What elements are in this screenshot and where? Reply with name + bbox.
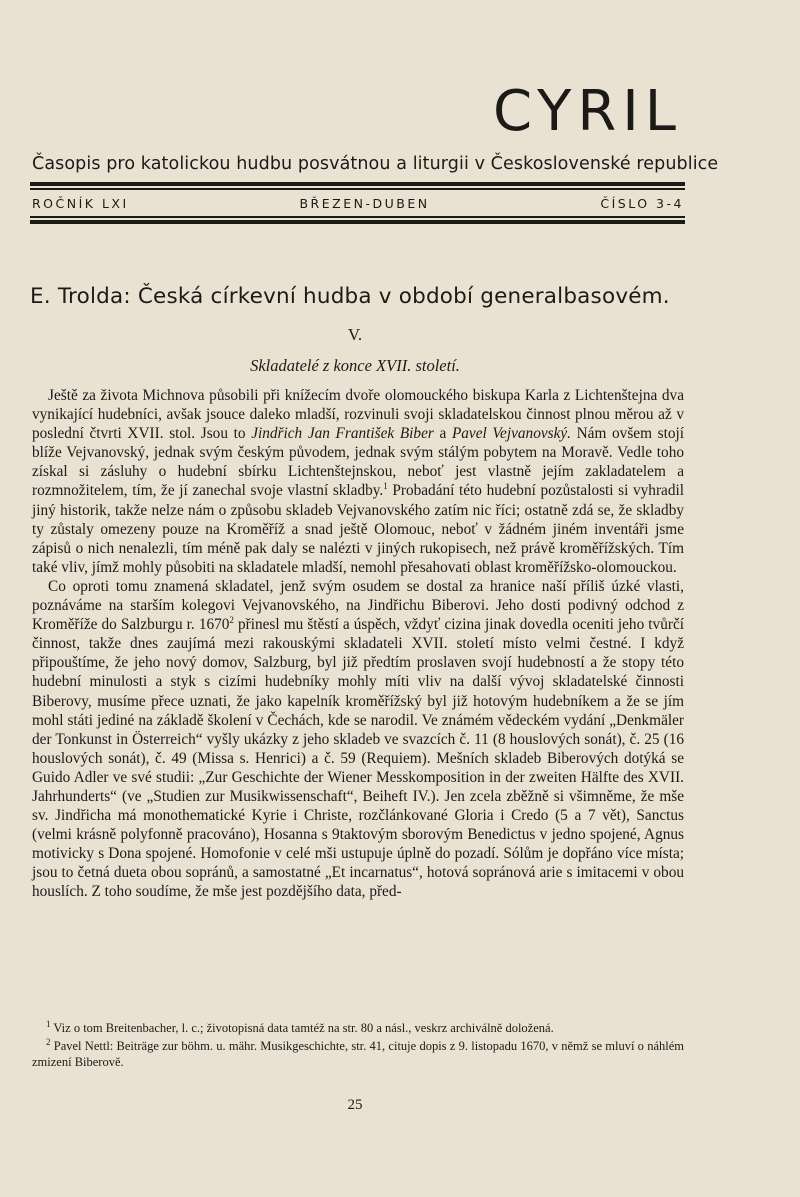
section-heading: Skladatelé z konce XVII. století.	[250, 356, 460, 375]
header-rule-top-thin	[30, 188, 685, 190]
issue-info	[32, 196, 684, 211]
issue-volume: ROČNÍK LXI	[32, 196, 129, 211]
header-rule-bottom	[30, 220, 685, 224]
page-number: 25	[347, 1097, 363, 1113]
footnotes	[32, 1020, 684, 1072]
footnote-ref-2: 2	[229, 615, 234, 626]
name-vejvanovsky: Pavel Vejvanovský.	[451, 425, 571, 443]
footnote-ref-1: 1	[383, 481, 388, 492]
journal-subtitle: Časopis pro katolickou hudbu posvátnou a liturgii v Československé republice	[32, 154, 719, 174]
footnote-1: $^1$ Viz o tom Breitenbacher, l. c.; životopisná data tamtéž na str. 80 a násl., veskrz archiválně doložená.	[46, 1018, 554, 1035]
issue-months: BŘEZEN-DUBEN	[299, 196, 430, 211]
journal-title: CYRIL	[493, 79, 682, 144]
paragraph-1: Ještě za života Michnova působili při knížecím dvoře olomouckého biskupa Karla z Lichtenštejna dva vynikající hudebníci, avšak jsouce daleko mladší, rozvinuli svoji skladatelskou činnost plnou měrou až v poslední čtvrti XVII. stol. Jsou to Jindřich Jan František Biber a Pavel Vejvanovský. Nám ovšem stojí blíže Vejvanovský, jednak svým českým původem, jednak svým stálým pobytem na Moravě. Vedle toho získal si zásluhy o hudební sbírku Lichtenštejnskou, neboť jest vlastně jejím zakladatelem a rozmnožitelem, tím, že jí zanechal svoje vlastní skladby.$^1$ Probadání této hudební pozůstalosti si vyhradil jiný historik, takže nelze nám o způsobu skladeb Vejvanovského zatím nic říci; ostatně zdá se, že skladby ty zůstaly omezeny pouze na Kroměříž a snad ještě Olomouc, neboť v žádném jiném inventáři jsme zápisů o nich nenalezli, tím méně pak daly se nalézti v jiných rukopisech, než právě kroměřížských. Tím také vliv, jímž mohly působiti na skladatele mladší, nemohl přesahovati oblast kroměřížsko-olomouckou.	[32, 387, 684, 576]
footnote-2: $^2$ Pavel Nettl: Beiträge zur böhm. u. mähr. Musikgeschichte, str. 41, cituje dopis z 9. listopadu 1670, v němž se mluví o náhlém zmizení Biberově.	[32, 1036, 684, 1069]
article-title: E. Trolda: Česká církevní hudba v období generalbasovém.	[30, 284, 670, 309]
issue-number: ČÍSLO 3-4	[600, 196, 684, 211]
header-rule-bottom-thin	[30, 216, 685, 218]
name-biber: Jindřich Jan František Biber	[251, 425, 434, 443]
article-part-number: V.	[347, 325, 363, 344]
article-body	[32, 386, 684, 902]
header-rule-top	[30, 182, 685, 186]
paragraph-2: Co oproti tomu znamená skladatel, jenž svým osudem se dostal za hranice naší příliš úzké vlasti, poznáváme na starším kolegovi Vejvanovského, na Jindřichu Biberovi. Jeho dosti podivný odchod z Kroměříže do Salzburgu r. 1670$^2$ přinesl mu štěstí a úspěch, vždyť cizina jinak dovedla oceniti jeho tvůrčí činnost, takže dnes zaujímá mezi rakouskými skladateli XVII. století místo velmi čestné. I když připouštíme, že jeho nový domov, Salzburg, byl již předtím proslaven svojí hudebností a že stopy této hudební minulosti a styk s cizími hudebníky mohly míti vliv na další vývoj skladatelské činnosti Biberovy, musíme přece uznati, že jako kapelník kroměřížský byl již hotovým hudebníkem a že se jím mohl státi jediné na základě školení v Čechách, kde se narodil. Ve známém vědeckém vydání „Denkmäler der Tonkunst in Österreich“ vyšly ukázky z jeho skladeb ve svazcích č. 11 (8 houslových sonát), č. 25 (16 houslových sonát), č. 49 (Missa s. Henrici) a č. 59 (Requiem). Mešních skladeb Biberových dotýká se Guido Adler ve své studii: „Zur Geschichte der Wiener Messkomposition in der zweiten Hälfte des XVII. Jahrhunderts“ (ve „Studien zur Musikwissenschaft“, Beiheft IV.). Jen zcela zběžně si všimněme, že mše sv. Jindřicha má monothematické Kyrie i Christe, rozčlánkované Gloria i Credo (5 a 7 vět), Sanctus (velmi krásně polyfonně pracováno), Hosanna s 9taktovým sborovým Benedictus v jedno spojené, Agnus motivicky s Dona spojené. Homofonie v celé mši ustupuje úplně do pozadí. Sólům je dopřáno více místa; jsou to četná dueta obou sopránů, a samostatné „Et incarnatus“, hotová sopránová arie s imitacemi v obou houslích. Z toho soudíme, že mše jest pozdějšího data, před-	[32, 577, 684, 901]
